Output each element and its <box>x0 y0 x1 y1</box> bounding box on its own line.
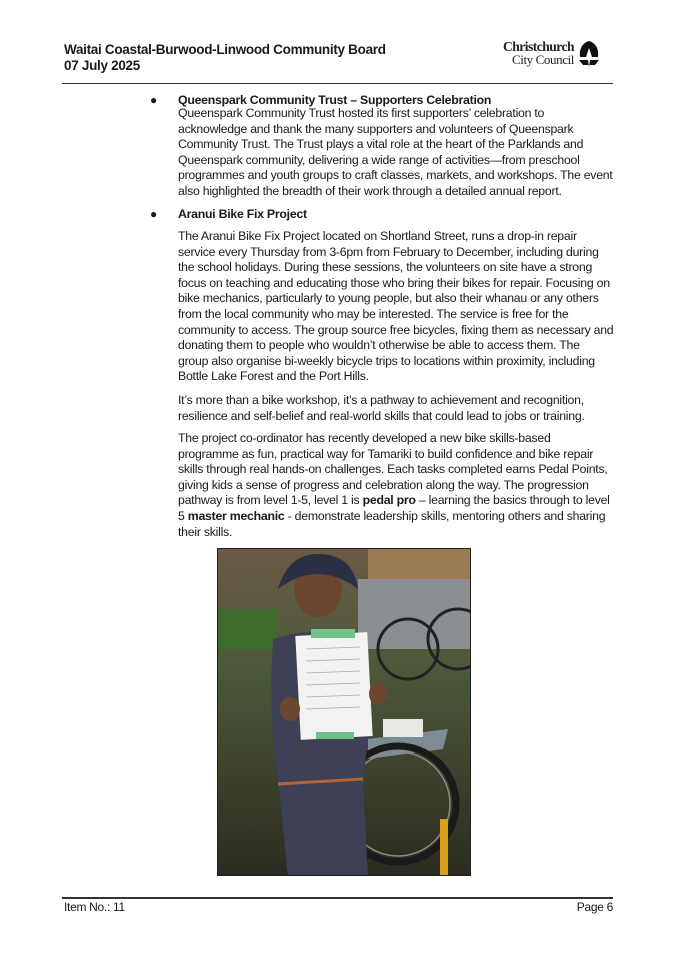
paragraph-aranui-programme <box>178 431 610 540</box>
text-span: pathway is from level 1-5, level 1 is <box>178 493 363 508</box>
text-line: programme as fun, practical way for Tamariki to build confidence and bike repair <box>178 446 594 461</box>
header-divider <box>62 83 613 84</box>
council-logo <box>498 40 574 66</box>
text-line: It’s more than a bike workshop, it’s a pathway to achievement and recognition, <box>178 393 584 407</box>
text-line <box>178 493 610 509</box>
text-line: their skills. <box>178 524 233 539</box>
text-line: skills through real hands-on challenges. Each tasks completed earns Pedal Points, <box>178 462 608 477</box>
logo-line2: City Council <box>511 52 574 67</box>
level-5-name: master mechanic <box>187 508 285 523</box>
text-span: – learning the basics through to level <box>415 493 610 508</box>
footer-divider <box>62 897 613 899</box>
bullet-icon: ● <box>150 93 158 107</box>
text-line: from the local community who may be interested. The service is free for the <box>178 306 569 321</box>
text-line: community to access. The group source free bicycles, fixing them as necessary and <box>178 322 614 337</box>
text-line: Queenspark Community Trust hosted its first supporters’ celebration to <box>178 106 545 120</box>
text-line: donating them to people who wouldn’t otherwise be able to access them. The <box>178 338 580 353</box>
text-line: Bottle Lake Forest and the Port Hills. <box>178 369 369 384</box>
board-title: Waitai Coastal-Burwood-Linwood Community Board <box>64 42 386 57</box>
text-line: group also organise bi-weekly bicycle trips to locations within proximity, including <box>178 353 595 368</box>
level-1-name: pedal pro <box>362 493 416 508</box>
paragraph-aranui-intro <box>178 229 613 385</box>
page-number: Page 6 <box>576 900 613 914</box>
paragraph-aranui-pathway <box>178 393 585 424</box>
text-span: - demonstrate leadership skills, mentoring others and sharing <box>284 508 606 523</box>
text-line: service every Thursday from 3-6pm from February to December, including during <box>178 244 599 259</box>
text-line: giving kids a sense of progress and celebration along the way. The progression <box>178 477 589 492</box>
text-span: 5 <box>178 508 188 523</box>
text-line: also highlighted the breadth of their work through a detailed annual report. <box>178 183 562 198</box>
text-line: programmes and youth groups to craft classes, markets, and workshops. The event <box>178 168 613 183</box>
bullet-icon: ● <box>150 207 158 221</box>
logo-line1: Christchurch <box>502 39 574 54</box>
text-line: The Aranui Bike Fix Project located on Shortland Street, runs a drop-in repair <box>178 229 577 243</box>
text-line: bike mechanics, particularly to young people, but also their whanau or any others <box>178 291 599 306</box>
text-line <box>178 509 610 525</box>
text-line: The project co-ordinator has recently developed a new bike skills-based <box>178 431 551 445</box>
meeting-date: 07 July 2025 <box>64 58 140 73</box>
text-line: acknowledge and thank the many supporters and volunteers of Queenspark <box>178 121 574 136</box>
text-line: Queenspark community, delivering a wide range of activities—from preschool <box>178 152 580 167</box>
section-heading-aranui: Aranui Bike Fix Project <box>178 207 307 221</box>
section-heading-queenspark: Queenspark Community Trust – Supporters Celebration <box>178 93 492 107</box>
text-line: focus on teaching and educating those who bring their bikes for repair. Focusing on <box>178 275 610 290</box>
council-emblem-icon <box>578 40 600 68</box>
photo-illustration <box>218 549 471 876</box>
text-line: resilience and self-belief and real-world skills that could lead to jobs or training. <box>178 408 585 423</box>
text-line: Community Trust. The Trust plays a vital role at the heart of the Parklands and <box>178 137 584 152</box>
text-line: the school holidays. During these sessions, the volunteers on site have a strong <box>178 260 593 275</box>
item-number: Item No.: 11 <box>64 900 125 914</box>
paragraph-queenspark <box>178 106 613 200</box>
photo-child-with-certificate <box>217 548 471 876</box>
